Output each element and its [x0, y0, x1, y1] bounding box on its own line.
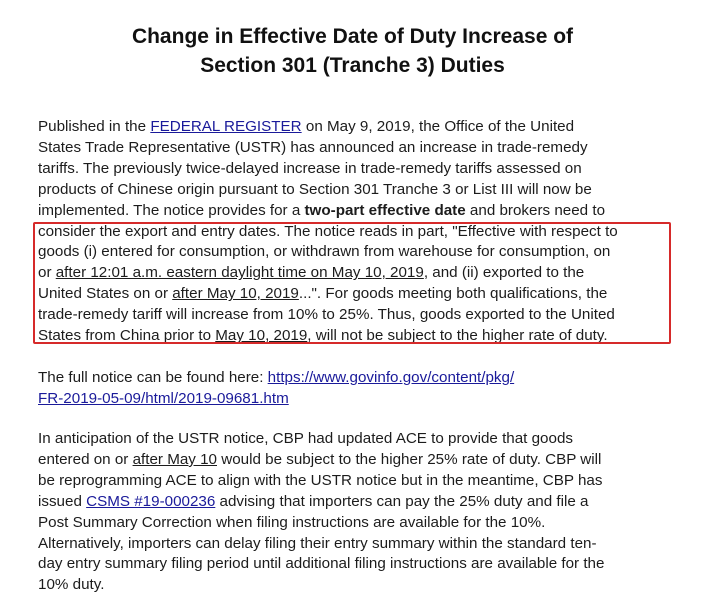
underlined-date-text: May 10, 2019	[215, 327, 308, 345]
text-segment: advising that importers can pay the 25% duty and file a	[215, 492, 589, 510]
paragraph-line: trade-remedy tariff will increase from 10% to 25%. Thus, goods exported to the United	[38, 306, 615, 324]
csms-link[interactable]: CSMS #19-000236	[86, 492, 216, 510]
cbp-paragraph	[38, 429, 678, 596]
paragraph-line	[38, 368, 678, 389]
text-segment: on May 9, 2019, the Office of the United	[301, 118, 575, 135]
federal-register-link[interactable]: FEDERAL REGISTER	[150, 118, 302, 135]
paragraph-line: Post Summary Correction when filing instructions are available for the 10%.	[38, 513, 546, 531]
paragraph-line	[38, 263, 678, 284]
text-segment: implemented. The notice provides for a	[38, 201, 305, 219]
underlined-date-text: after May 10	[132, 450, 217, 468]
paragraph-line: 10% duty.	[38, 576, 105, 594]
text-segment: and brokers need to	[465, 201, 606, 219]
underlined-date-text: after May 10, 2019	[172, 285, 299, 303]
paragraph-line	[38, 326, 678, 347]
paragraph-line: tariffs. The previously twice-delayed increase in trade-remedy tariffs assessed on	[38, 159, 582, 177]
text-segment: , and (ii) exported to the	[423, 264, 585, 282]
paragraph-line: day entry summary filing period until additional filing instructions are available for the	[38, 555, 605, 573]
text-segment: or	[38, 264, 56, 282]
paragraph-line: goods (i) entered for consumption, or withdrawn from warehouse for consumption, on	[38, 243, 611, 261]
govinfo-link-continued[interactable]: FR-2019-05-09/html/2019-09681.htm	[38, 389, 289, 407]
paragraph-line: consider the export and entry dates. The notice reads in part, "Effective with respect to	[38, 222, 618, 240]
paragraph-line	[38, 117, 678, 138]
text-segment: issued	[38, 492, 87, 510]
paragraph-line: Alternatively, importers can delay filing their entry summary within the standard ten-	[38, 534, 597, 552]
page-title	[0, 22, 705, 80]
paragraph-line: In anticipation of the USTR notice, CBP had updated ACE to provide that goods	[38, 430, 573, 447]
paragraph-line	[38, 389, 678, 410]
paragraph-line	[38, 284, 678, 305]
paragraph-line	[38, 201, 678, 222]
text-segment: , will not be subject to the higher rate of duty.	[307, 327, 608, 345]
title-line-1: Change in Effective Date of Duty Increase of	[131, 25, 574, 48]
text-segment: ...". For goods meeting both qualifications, the	[298, 285, 608, 303]
full-notice-paragraph	[38, 368, 678, 410]
text-segment: United States on or	[38, 285, 173, 303]
paragraph-line	[38, 492, 678, 513]
text-segment: entered on or	[38, 450, 133, 468]
govinfo-link[interactable]: https://www.govinfo.gov/content/pkg/	[267, 369, 515, 386]
text-segment: The full notice can be found here:	[38, 369, 268, 386]
text-segment: States from China prior to	[38, 327, 216, 345]
underlined-date-text: after 12:01 a.m. eastern daylight time on May 10, 2019	[55, 264, 424, 282]
paragraph-line: be reprogramming ACE to align with the USTR notice but in the meantime, CBP has	[38, 471, 603, 489]
two-part-effective-date-emphasis: two-part effective date	[304, 201, 466, 219]
text-segment: Published in the	[38, 118, 151, 135]
paragraph-line	[38, 450, 678, 471]
text-segment: would be subject to the higher 25% rate of duty. CBP will	[217, 450, 602, 468]
title-line-2: Section 301 (Tranche 3) Duties	[200, 54, 505, 77]
notice-paragraph	[38, 117, 678, 347]
paragraph-line: products of Chinese origin pursuant to Section 301 Tranche 3 or List III will now be	[38, 180, 592, 198]
paragraph-line: States Trade Representative (USTR) has announced an increase in trade-remedy	[38, 138, 588, 156]
